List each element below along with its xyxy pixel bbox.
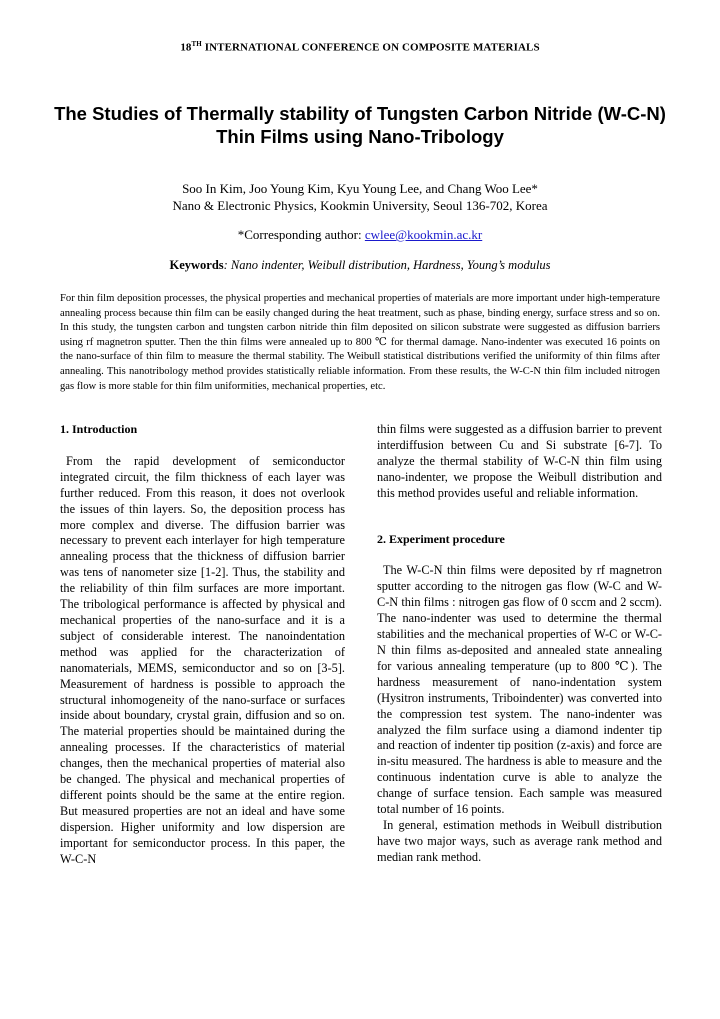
keywords-value: : Nano indenter, Weibull distribution, Hardness, Young’s modulus [223,258,551,272]
experiment-heading: 2. Experiment procedure [377,531,505,546]
header-number: 18 [180,41,192,54]
author-block [0,180,720,214]
header-superscript: TH [191,40,202,48]
corresponding-email-link[interactable]: cwlee@kookmin.ac.kr [364,227,483,242]
author-names: Soo In Kim, Joo Young Kim, Kyu Young Lee, and Chang Woo Lee* [182,181,538,196]
experiment-paragraph-1: The W-C-N thin films were deposited by rf magnetron sputter according to the nitrogen gas flow (W-C and W-C-N thin films : nitrogen gas flow of 0 sccm and 2 sccm). The nano-indenter was used to determine the thermal stabilities and the mechanical properties of W-C or W-C-N thin films as-deposited and annealed state annealing for various annealing temperature (up to 800 ℃). The hardness measurement of nano-indentation system (Hysitron instruments, Triboindenter) was converted into the compression test system. The nano-indenter was analyzed the film surface using a diamond indenter tip and reaction of indenter tip position (z-axis) and force are in-situ measured. The hardness is able to measure and the continuous indentation curve is able to analyze the change of surface tension. Each sample was measured total number of 16 points. [377,563,662,817]
introduction-heading: 1. Introduction [60,422,138,436]
header-rest: INTERNATIONAL CONFERENCE ON COMPOSITE MATERIALS [201,41,540,54]
right-column [377,422,662,866]
abstract: For thin film deposition processes, the physical properties and mechanical properties of materials are more important under high-temperature annealing process because thin film can be easily changed during the heat treatment, such as phase, binding energy, surface stress and so on. In this study, the tungsten carbon and tungsten carbon nitride thin film deposited on silicon substrate were suggested as diffusion barriers using rf magnetron sputter. Then the thin films were annealed up to 800 ℃ for thermal damage. Nano-indenter was executed 16 points on the nano-surface of thin film to measure the thermal stability. The Weibull statistical distributions verified the uniformity of thin films after annealing. This nanotribology method provides statistically reliable information. From these results, the W-C-N thin film included nitrogen gas flow is more stable for thin film uniformities, mechanical properties, etc. [60,293,660,392]
paper-title: The Studies of Thermally stability of Tungsten Carbon Nitride (W-C-N) Thin Films using Nano-Tribology [54,103,666,147]
author-affiliation: Nano & Electronic Physics, Kookmin University, Seoul 136-702, Korea [172,198,548,213]
corresponding-label: *Corresponding author: [237,227,365,242]
conference-header [0,40,720,54]
left-column [60,422,345,867]
introduction-body: From the rapid development of semiconductor integrated circuit, the film thickness of each layer was further reduced. From this reason, it does not overlook the issues of thin layers. So, the deposition process has more complex and diverse. The diffusion barrier was necessary to prevent each interlayer for high temperature annealing process that the thickness of diffusion barrier was tens of nanometer size [1-2]. Thus, the stability and the reliability of thin film surfaces are more important. The tribological performance is affected by physical and mechanical properties of the nano-surface and it is a subject of considerable interest. The nanoindentation method was applied for the characterization of nanomaterials, MEMS, semiconductor and so on [3-5]. Measurement of hardness is possible to approach the structural inhomogeneity of the nano-surface or surfaces inside about boundary, crystal grain, diffusion and so on. The material properties should be maintained during the annealing processes. If the characteristics of material changes, then the mechanical properties of material also be changed. The physical and mechanical properties of different points should be the same at the entire region. But measured properties are not an ideal and have some dispersion. Higher uniformity and low dispersion are important for semiconductor process. In this paper, the W-C-N [60,453,345,866]
keywords-label: Keywords [169,258,224,272]
experiment-paragraph-2: In general, estimation methods in Weibull distribution have two major ways, such as average rank method and median rank method. [377,817,662,864]
corresponding-author [0,227,720,243]
introduction-continued: thin films were suggested as a diffusion barrier to prevent interdiffusion between Cu and Si substrate [6-7]. To analyze the thermal stability of W-C-N thin film using nano-indenter, we propose the Weibull distribution and this method provides useful and reliable information. [377,422,662,500]
keywords-line [0,258,720,273]
